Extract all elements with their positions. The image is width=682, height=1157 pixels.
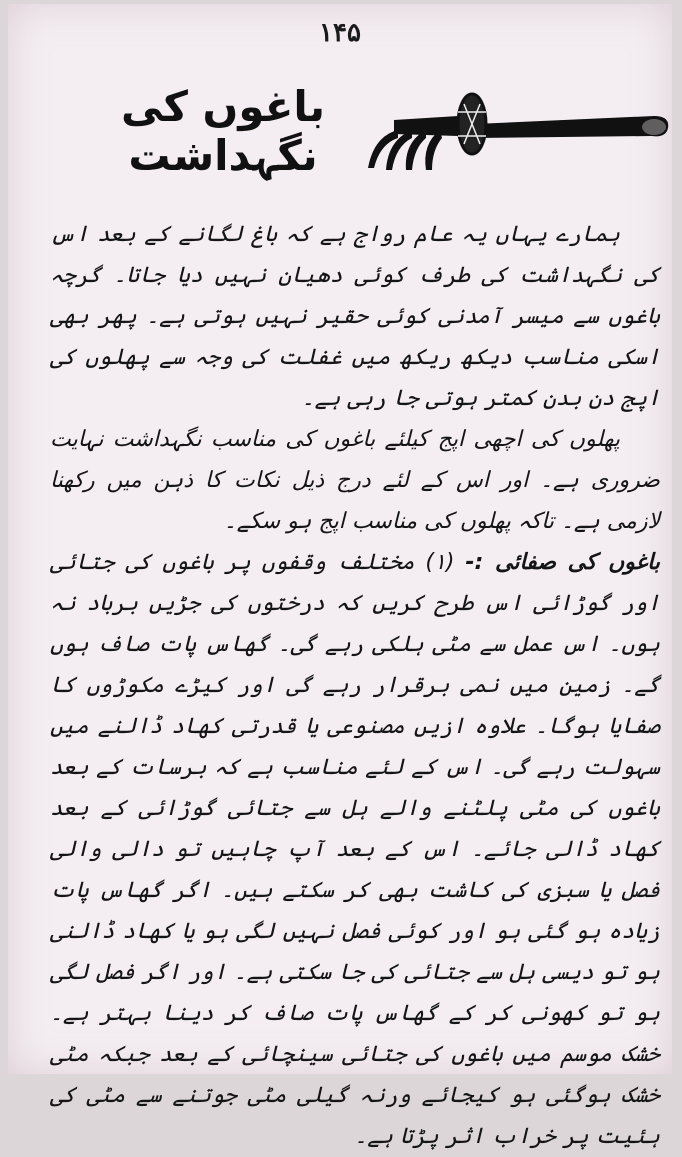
section-paragraph bbox=[50, 542, 660, 1157]
garden-rake-icon bbox=[354, 82, 672, 182]
paragraph-2: پھلوں کی اچھی اپج کیلئے باغوں کی مناسب نگہداشت نہایت ضروری ہے۔ اور اس کے لئے درج ذیل نکات کا ذہن میں رکھنا لازمی ہے۔ تاکہ پھلوں کی مناسب اپج ہو سکے۔ bbox=[50, 427, 660, 534]
section-title: باغوں کی صفائی :- bbox=[465, 550, 660, 575]
book-page bbox=[8, 4, 672, 1149]
section-text: (۱) مختلف وقفوں پر باغوں کی جتائی اور گوڑائی اس طرح کریں کہ درختوں کی جڑیں برباد نہ ہوں۔ اس عمل سے مٹی ہلکی رہے گی۔ گھاس پات صاف ہوں گے۔ زمین میں نمی برقرار رہے گی اور کیڑے مکوڑوں کا صفایا ہوگا۔ علاوہ ازیں مصنوعی یا قدرتی کھاد ڈالنے میں سہولت رہے گی۔ اس کے لئے مناسب ہے کہ برسات کے بعد باغوں کی مٹی پلٹنے والے ہل سے جتائی گوڑائی کے بعد کھاد ڈالی جائے۔ اس کے بعد آپ چاہیں تو دالی والی فصل یا سبزی کی کاشت بھی کر سکتے ہیں۔ اگر گھاس پات زیادہ ہو گئی ہو اور کوئی فصل نہیں لگی ہو یا کھاد ڈالنی ہو تو دیسی ہل سے جتائی کی جا سکتی ہے۔ اور اگر فصل لگی ہو تو کھونی کر کے گھاس پات صاف کر دینا بہتر ہے۔ خشک موسم میں باغوں کی جتائی سینچائی کے بعد جبکہ مٹی خشک ہوگئی ہو کیجائے ورنہ گیلی مٹی جوتنے سے مٹی کی ہئیت پر خراب اثر پڑتا ہے۔ bbox=[50, 550, 660, 1149]
body-text bbox=[50, 214, 660, 1157]
page-number: ۱۴۵ bbox=[319, 18, 361, 48]
paragraph-1: ہمارے یہاں یہ عام رواج ہے کہ باغ لگانے کے بعد اس کی نگہداشت کی طرف کوئی دھیان نہیں دیا جاتا۔ گرچہ باغوں سے میسر آمدنی کوئی حقیر نہیں ہوتی ہے۔ پھر بھی اسکی مناسب دیکھ ریکھ میں غفلت کی وجہ سے پھلوں کی اپج دن بدن کمتر ہوتی جا رہی ہے۔ bbox=[50, 222, 660, 411]
chapter-heading: باغوں کی نگہداشت bbox=[121, 82, 325, 180]
